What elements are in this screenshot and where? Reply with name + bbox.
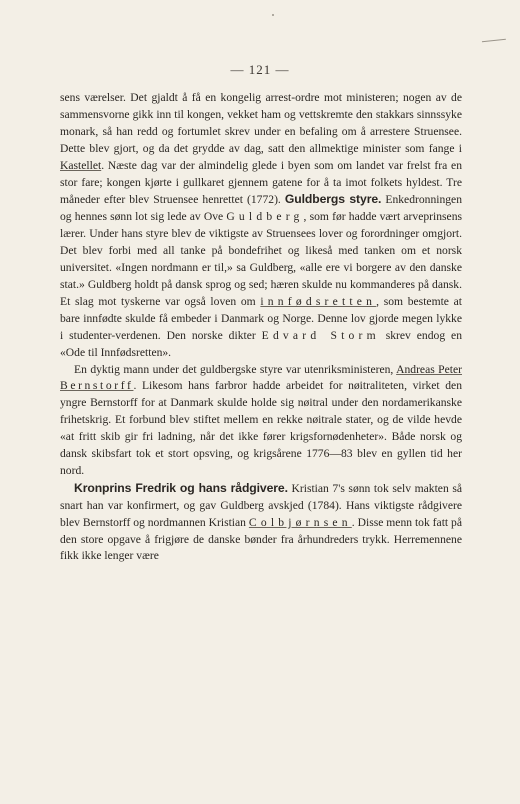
text-run: innfødsretten: [260, 294, 377, 308]
text-run: En dyktig mann under det guldbergske styre var utenriksministeren,: [74, 362, 397, 376]
paragraph: [60, 90, 462, 362]
text-run: Edvard Storm: [261, 328, 380, 342]
text-run: Enkedronningen og hennes sønn lot sig lede av Ove: [60, 193, 462, 224]
body-text: [60, 90, 462, 565]
text-run: Bernstorff: [60, 379, 134, 393]
section-heading: Kronprins Fredrik og hans rådgivere.: [74, 480, 288, 495]
text-run: Kristian 7's sønn tok selv makten så snart han var konfirmert, og gav Guldberg avskjed (1784). Hans viktigste rådgivere blev Bernstorff og nordmannen Kristian: [60, 481, 462, 529]
speck: [272, 14, 274, 16]
text-run: , som før hadde vært arveprinsens lærer. Under hans styre blev de viktigste av Struensees lover og forordninger omgjort. Det blev forbi med all tanke på bondefrihet og likeså med tanken om et norsk universitet. «Ingen nordmann er til,» sa Guldberg, «alle ere vi borgere av den danske stat.» Guldberg holdt på dansk sprog og sed; hæren skulde nu kommanderes på dansk. Et slag mot tyskerne var også loven om: [60, 210, 463, 308]
page-number: — 121 —: [230, 62, 290, 77]
pencil-mark: [482, 39, 506, 44]
section-heading: Guldbergs styre.: [284, 192, 382, 207]
text-run: Colbjørnsen: [248, 515, 352, 529]
text-run: , som bestemte at bare innfødte skulde få embeder i Danmark og Norge. Denne lov gjorde megen lykke i studenter-verdenen. Den norske dikter: [60, 294, 462, 342]
text-run: Guldberg: [226, 210, 304, 224]
text-run: . Disse menn tok fatt på den store opgave å frigjøre de danske bønder fra århundreders trykk. Herremennene fikk ikke lenger være: [60, 515, 462, 563]
text-run: Andreas Peter: [396, 362, 462, 376]
text-run: skrev endog en «Ode til Innfødsretten».: [60, 328, 462, 359]
paragraph: [60, 362, 462, 480]
paragraph: [60, 480, 462, 566]
text-run: sens værelser. Det gjaldt å få en kongelig arrest-ordre mot ministeren; nogen av de sammensvorne gikk inn til kongen, vekket ham og vettskremte den stakkars sinnssyke monark, så han redd og fortumlet skrev under en befaling om å arrestere Struensee. Dette blev gjort, og da det grydde av dag, satt den allmektige minister som fange i: [60, 91, 462, 155]
text-run: . Likesom hans farbror hadde arbeidet for nøitraliteten, virket den yngre Bernstorff for at Danmark skulde holde sig nøitral under den nordamerikanske frihetskrig. Et forbund blev stiftet mellem en rekke nøitrale stater, og de vilde hevde «at fritt skib gir fri ladning, når det ikke fører krigsfornødenheter». Både norsk og dansk skibsfart tok et stort opsving, og krigsårene 1776—83 blev en gyllen tid her nord.: [60, 379, 462, 477]
text-run: Kastellet: [60, 158, 102, 172]
text-run: . Næste dag var der almindelig glede i byen som om landet var frelst fra en stor fare; kongen kjørte i gullkaret gjennem gatene for å ta imot folkets hyldest. Tre måneder efter blev Struensee henrettet (1772).: [60, 158, 462, 207]
